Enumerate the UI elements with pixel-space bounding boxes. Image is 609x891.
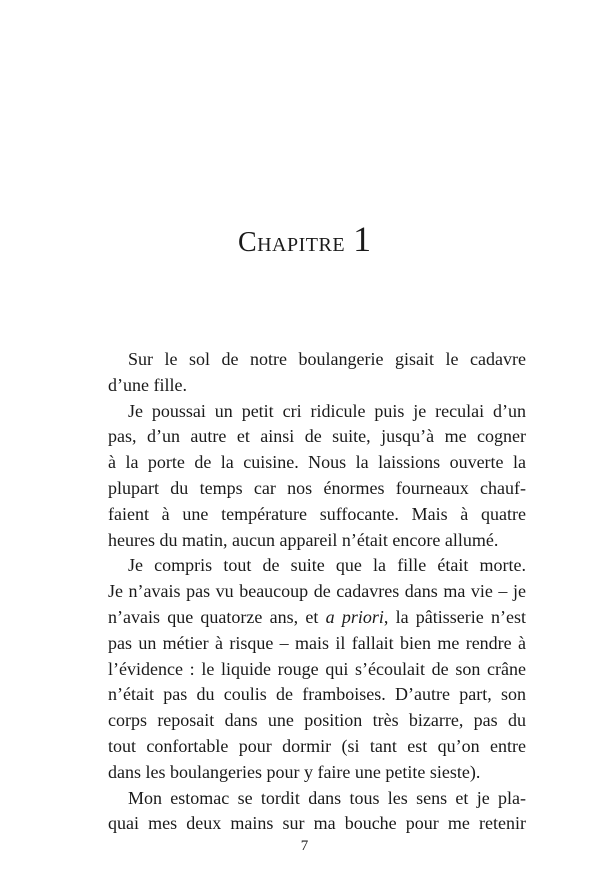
text-line — [108, 657, 526, 683]
text-segment: heures du matin, aucun appareil n’était encore allumé. — [108, 529, 499, 550]
chapter-number: 1 — [353, 219, 372, 259]
text-line — [108, 502, 526, 528]
text-line — [108, 424, 526, 450]
text-line — [108, 760, 526, 786]
page-number: 7 — [300, 838, 309, 854]
chapter-word: Chapitre — [237, 227, 346, 258]
text-segment: l’évidence : le liquide rouge qui s’écoulait de son crâne — [108, 658, 526, 679]
text-line — [108, 734, 526, 760]
text-segment: tout confortable pour dormir (si tant est qu’on entre — [108, 735, 526, 756]
text-segment: corps reposait dans une position très bizarre, pas du — [108, 710, 526, 731]
text-line — [108, 373, 526, 399]
text-line — [108, 786, 526, 812]
text-segment: dans les boulangeries pour y faire une petite sieste). — [108, 761, 481, 782]
text-line — [108, 399, 526, 425]
text-line — [108, 708, 526, 734]
chapter-heading — [0, 218, 609, 260]
text-line — [108, 631, 526, 657]
text-segment: pas un métier à risque – mais il fallait bien me rendre à — [108, 632, 526, 653]
text-line — [108, 528, 526, 554]
text-segment: Mon estomac se tordit dans tous les sens et je pla- — [128, 787, 526, 808]
text-segment: n’avais que quatorze ans, et — [108, 606, 326, 627]
italic-phrase: a priori — [325, 606, 384, 627]
text-segment: d’une fille. — [108, 374, 187, 395]
text-segment: Je poussai un petit cri ridicule puis je reculai d’un — [128, 400, 526, 421]
text-segment: à la porte de la cuisine. Nous la laissions ouverte la — [108, 452, 526, 473]
text-line — [108, 553, 526, 579]
body-text — [108, 347, 526, 837]
text-segment: Je compris tout de suite que la fille était morte. — [128, 555, 526, 576]
text-line — [108, 579, 526, 605]
text-segment: pas, d’un autre et ainsi de suite, jusqu’à me cogner — [108, 426, 526, 447]
text-line — [108, 605, 526, 631]
text-line — [108, 450, 526, 476]
text-segment: Sur le sol de notre boulangerie gisait le cadavre — [128, 349, 526, 369]
text-segment: n’était pas du coulis de framboises. D’autre part, son — [108, 684, 526, 705]
text-segment: quai mes deux mains sur ma bouche pour me retenir — [108, 813, 526, 834]
text-line — [108, 682, 526, 708]
text-segment: , la pâtisserie n’est — [383, 606, 526, 627]
text-line — [108, 347, 526, 373]
text-line — [108, 476, 526, 502]
text-segment: plupart du temps car nos énormes fourneaux chauf- — [108, 477, 526, 498]
text-segment: faient à une température suffocante. Mais à quatre — [108, 503, 526, 524]
text-segment: Je n’avais pas vu beaucoup de cadavres dans ma vie – je — [108, 581, 526, 602]
text-line — [108, 811, 526, 837]
